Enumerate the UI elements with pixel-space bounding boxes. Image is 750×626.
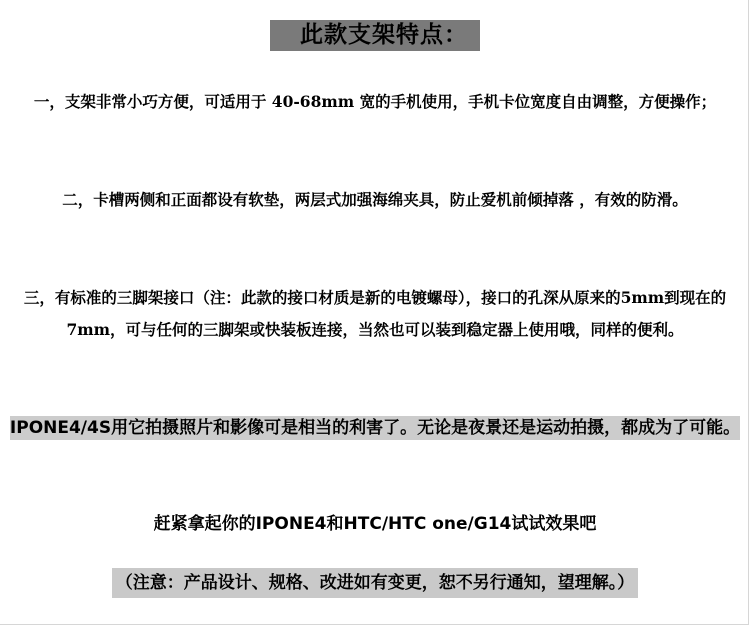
call-to-action: 赶紧拿起你的IPONE4和HTC/HTC one/G14试试效果吧: [153, 514, 597, 534]
feature-1: 一，支架非常小巧方便，可适用于 40-68mm 宽的手机使用，手机卡位宽度自由调整，方便操作；: [33, 92, 717, 111]
notice-block: [0, 568, 750, 598]
notice-text: （注意：产品设计、规格、改进如有变更，恕不另行通知，望理解。）: [112, 568, 639, 598]
feature-2: 二，卡槽两侧和正面都设有软垫，两层式加强海绵夹具，防止爱机前倾掉落 ，有效的防滑。: [62, 190, 688, 209]
page-title: [0, 20, 750, 51]
feature-3: 三，有标准的三脚架接口（注：此款的接口材质是新的电镀螺母），接口的孔深从原来的5mm到现在的7mm，可与任何的三脚架或快装板连接，当然也可以装到稳定器上使用哦，同样的便利。: [23, 288, 727, 339]
title-text: 此款支架特点：: [270, 20, 480, 51]
highlight-text: IPONE4/4S用它拍摄照片和影像可是相当的利害了。无论是夜景还是运动拍摄，都成为了可能。: [9, 418, 741, 438]
highlight-block: [6, 412, 744, 445]
